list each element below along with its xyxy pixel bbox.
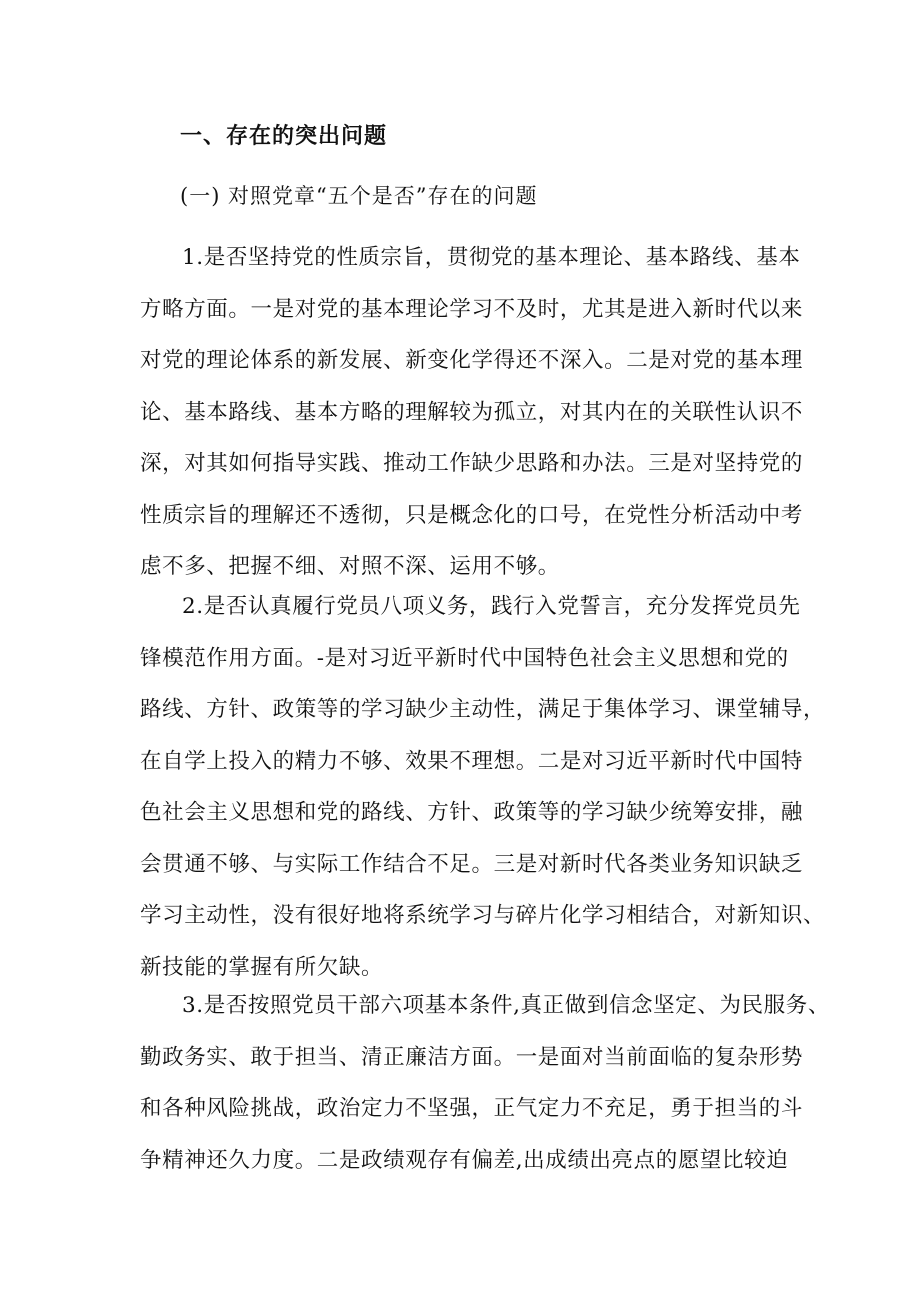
paragraph-3 xyxy=(140,980,830,1186)
paragraph-line: 深，对其如何指导实践、推动工作缺少思路和办法。三是对坚持党的 xyxy=(140,451,804,476)
paragraph-line: 论、基本路线、基本方略的理解较为孤立，对其内在的关联性认识不 xyxy=(140,399,804,425)
paragraph-line: 学习主动性，没有很好地将系统学习与碎片化学习相结合，对新知识、 xyxy=(140,903,826,928)
paragraph-line: 对党的理论体系的新发展、新变化学得还不深入。二是对党的基本理 xyxy=(140,348,804,373)
paragraph-line: 2.是否认真履行党员八项义务，践行入党誓言，充分发挥党员先 xyxy=(182,594,801,619)
paragraph-line: 会贯通不够、与实际工作结合不足。三是对新时代各类业务知识缺乏 xyxy=(140,851,804,877)
paragraph-line: 锋模范作用方面。-是对习近平新时代中国特色社会主义思想和党的 xyxy=(140,645,789,671)
paragraph-line: 勤政务实、敢于担当、清正廉洁方面。一是面对当前面临的复杂形势 xyxy=(140,1044,804,1070)
paragraph-line: 3.是否按照党员干部六项基本条件,真正做到信念坚定、为民服务、 xyxy=(182,993,830,1018)
paragraph-line: 在自学上投入的精力不够、效果不理想。二是对习近平新时代中国特 xyxy=(140,748,804,774)
paragraph-line: 色社会主义思想和党的路线、方针、政策等的学习缺少统筹安排，融 xyxy=(140,800,804,825)
paragraph-line: 方略方面。一是对党的基本理论学习不及时，尤其是进入新时代以来 xyxy=(140,296,804,322)
paragraph-line: 争精神还久力度。二是政绩观存有偏差,出成绩出亮点的愿望比较迫 xyxy=(140,1147,789,1173)
subsection-heading: (一) 对照党章“五个是否”存在的问题 xyxy=(180,184,538,208)
paragraph-line: 和各种风险挑战，政治定力不坚强，正气定力不充足，勇于担当的斗 xyxy=(140,1096,804,1121)
paragraph-line: 新技能的掌握有所欠缺。 xyxy=(140,954,384,980)
paragraph-line: 1.是否坚持党的性质宗旨，贯彻党的基本理论、基本路线、基本 xyxy=(182,245,801,270)
paragraph-2 xyxy=(140,581,826,993)
paragraph-line: 路线、方针、政策等的学习缺少主动性，满足于集体学习、课堂辅导， xyxy=(140,697,826,722)
paragraph-1 xyxy=(140,232,804,593)
section-heading: 一、存在的突出问题 xyxy=(180,123,388,149)
paragraph-line: 虑不多、把握不细、对照不深、运用不够。 xyxy=(140,554,560,579)
paragraph-line: 性质宗旨的理解还不透彻，只是概念化的口号，在党性分析活动中考 xyxy=(140,502,804,528)
